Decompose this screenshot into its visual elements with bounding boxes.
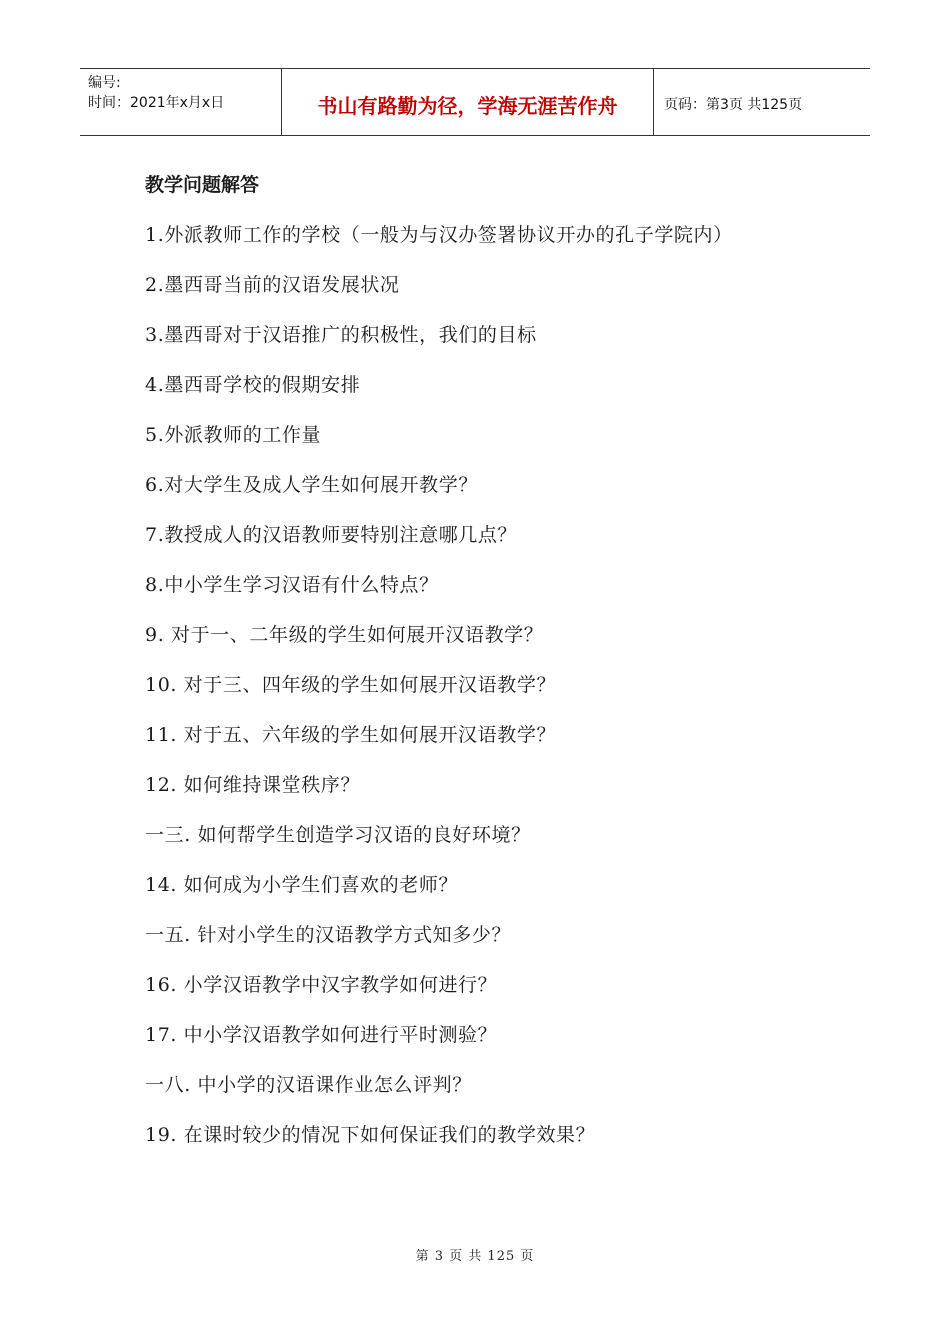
list-item: 5.外派教师的工作量 xyxy=(145,424,322,446)
page-footer: 第 3 页 共 125 页 xyxy=(415,1249,535,1264)
list-item: 10. 对于三、四年级的学生如何展开汉语教学？ xyxy=(145,674,557,696)
list-item: 17. 中小学汉语教学如何进行平时测验？ xyxy=(145,1024,498,1046)
list-item: 11. 对于五、六年级的学生如何展开汉语教学？ xyxy=(145,724,557,746)
list-item: 6.对大学生及成人学生如何展开教学？ xyxy=(145,474,478,496)
list-item: 4.墨西哥学校的假期安排 xyxy=(145,374,361,396)
header-meta xyxy=(80,69,282,135)
list-item: 8.中小学生学习汉语有什么特点？ xyxy=(145,574,439,596)
list-item: 2.墨西哥当前的汉语发展状况 xyxy=(145,274,400,296)
page-header xyxy=(80,68,870,136)
list-item: 16. 小学汉语教学中汉字教学如何进行？ xyxy=(145,974,498,996)
list-item: 7.教授成人的汉语教师要特别注意哪几点？ xyxy=(145,524,518,546)
list-item: 14. 如何成为小学生们喜欢的老师？ xyxy=(145,874,459,896)
list-item: 19. 在课时较少的情况下如何保证我们的教学效果？ xyxy=(145,1124,596,1146)
list-item: 12. 如何维持课堂秩序？ xyxy=(145,774,361,796)
header-motto: 书山有路勤为径，学海无涯苦作舟 xyxy=(282,69,654,135)
list-item: 一三. 如何帮学生创造学习汉语的良好环境？ xyxy=(145,824,531,846)
document-body xyxy=(145,160,825,1160)
list-item: 3.墨西哥对于汉语推广的积极性，我们的目标 xyxy=(145,324,537,346)
document-number-label: 编号: xyxy=(88,75,121,91)
document-time-label: 时间：2021年x月x日 xyxy=(88,95,225,111)
list-item: 9. 对于一、二年级的学生如何展开汉语教学？ xyxy=(145,624,544,646)
question-list xyxy=(145,210,825,1160)
section-title: 教学问题解答 xyxy=(145,174,260,196)
list-item: 一八. 中小学的汉语课作业怎么评判？ xyxy=(145,1074,472,1096)
list-item: 1.外派教师工作的学校（一般为与汉办签署协议开办的孔子学院内） xyxy=(145,224,733,246)
header-page-info: 页码：第3页 共125页 xyxy=(664,97,803,113)
list-item: 一五. 针对小学生的汉语教学方式知多少？ xyxy=(145,924,512,946)
